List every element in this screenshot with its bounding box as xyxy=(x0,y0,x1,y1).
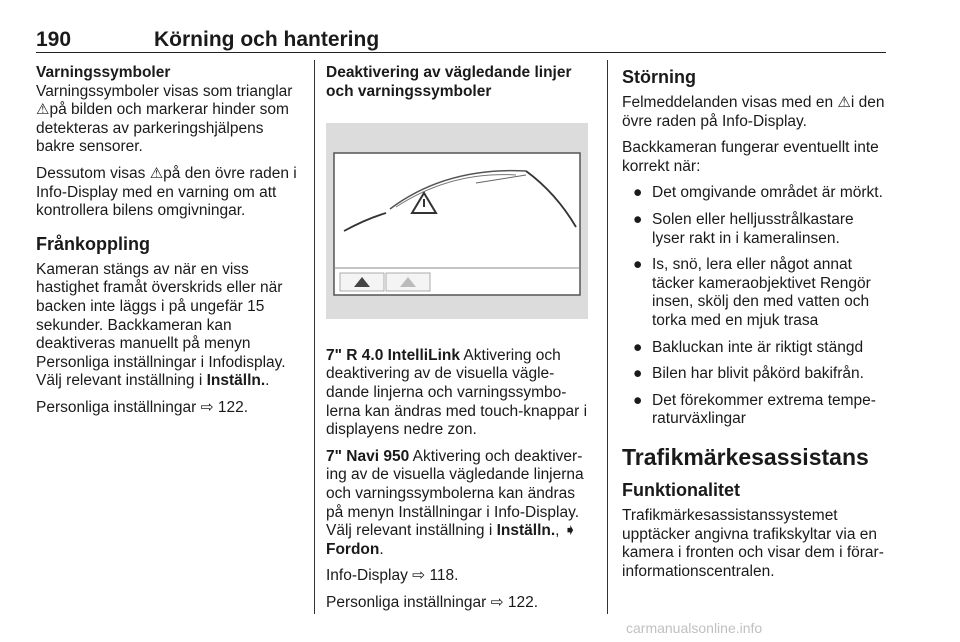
heading-fault: Störning xyxy=(622,67,696,87)
paragraph: 7" R 4.0 IntelliLink Aktivering och deaktivering av de visuella vägle-dande linjerna och varningssymbo-lerna kan ändras med touch-knappar i displayens nedre zon. xyxy=(326,346,588,439)
page-number: 190 xyxy=(36,28,72,51)
paragraph: Trafikmärkesassistanssystemet upptäcker angivna trafikskyltar via en kamera i fronten och visar dem i förar-informationscentralen. xyxy=(622,506,884,580)
list-item: ● Bilen har blivit påkörd bakifrån. xyxy=(633,365,864,383)
column-right xyxy=(622,64,890,589)
list-item: ● Det förekommer extrema tempe-raturväxlingar xyxy=(633,391,876,428)
heading-deactivation: Deaktivering av vägledande linjer och varningssymboler xyxy=(326,64,572,100)
warning-triangle-icon: ⚠ xyxy=(149,164,164,182)
cross-reference: Personliga inställningar ⇨ 122. xyxy=(326,593,539,611)
heading-warning-symbols: Varningssymboler xyxy=(36,64,171,81)
column-divider xyxy=(607,60,608,614)
list-item: ● Det omgivande området är mörkt. xyxy=(633,184,883,202)
bullet-icon: ● xyxy=(633,391,643,409)
cross-reference: Personliga inställningar ⇨ 122. xyxy=(36,398,249,416)
arrow-right-icon: ⇨ xyxy=(412,567,426,585)
paragraph: 7" Navi 950 Aktivering och deaktiver-ing av de visuella vägledande linjerna och varningssymbolerna kan ändras på menyn Inställningar i Info-Display. Välj relevant inställning i Inställn., ➧ Fordon. xyxy=(326,447,584,558)
bullet-icon: ● xyxy=(633,210,643,228)
bullet-icon: ● xyxy=(633,184,643,202)
arrow-right-icon: ⇨ xyxy=(490,593,504,611)
warning-triangle-icon: ⚠ xyxy=(837,94,851,111)
heading-functionality: Funktionalitet xyxy=(622,479,740,500)
heading-traffic-sign-assist: Trafikmärkesassistans xyxy=(622,443,869,470)
heading-disable: Frånkoppling xyxy=(36,233,150,254)
paragraph: Backkameran fungerar eventuellt inte korrekt när: xyxy=(622,139,879,175)
arrow-right-icon: ⇨ xyxy=(200,398,214,416)
column-middle xyxy=(326,64,594,621)
cross-reference: Info-Display ⇨ 118. xyxy=(326,567,459,585)
list-item: ● Is, snö, lera eller något annat täcker kameraobjektivet Rengör insen, skölj den med vatten och torka med en mjuk trasa xyxy=(633,256,871,329)
bullet-icon: ● xyxy=(633,256,643,274)
paragraph: Kameran stängs av när en viss hastighet framåt överskrids eller när backen inte läggs i på ungefär 15 sekunder. Backkameran kan deaktiveras manuellt på menyn Personliga inställningar i Infodisplay. Välj relevant inställning i Inställn.. xyxy=(36,260,286,390)
column-divider xyxy=(314,60,315,614)
bullet-icon: ● xyxy=(633,365,643,383)
column-left xyxy=(36,64,302,426)
list-item: ● Bakluckan inte är riktigt stängd xyxy=(633,338,864,356)
play-arrow-icon: ➧ xyxy=(563,522,577,540)
paragraph: Felmeddelanden visas med en ⚠i den övre raden på Info-Display. xyxy=(622,94,885,130)
watermark: carmanualsonline.info xyxy=(626,620,763,636)
page-header xyxy=(36,28,886,53)
bullet-icon: ● xyxy=(633,338,643,356)
chapter-title: Körning och hantering xyxy=(154,28,380,51)
rear-camera-display-illustration xyxy=(326,123,588,319)
warning-triangle-icon: ⚠ xyxy=(36,101,50,119)
list-item: ● Solen eller helljusstrålkastare lyser rakt in i kameralinsen. xyxy=(633,210,854,247)
paragraph: Dessutom visas ⚠på den övre raden i Info-Display med en varning om att kontrollera bilens omgivningar. xyxy=(36,164,297,220)
paragraph: Varningssymboler visas som trianglar ⚠på bilden och markerar hinder som detekteras av parkeringshjälpens bakre sensorer. xyxy=(36,82,293,156)
